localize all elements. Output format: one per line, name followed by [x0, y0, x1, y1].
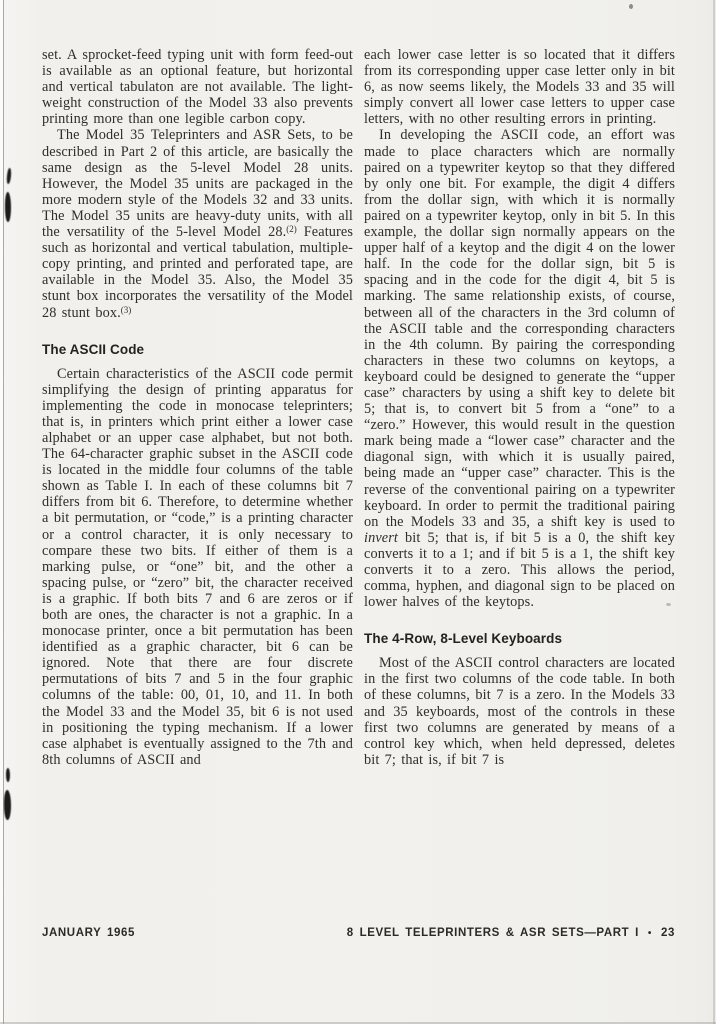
footnote-reference-3: (3)	[120, 304, 132, 315]
paragraph-model33-continued: set. A sprocket-feed typing unit with form feed-out is available as an optional feature, but horizontal and vertical tabulaton are not available. The light-weight construction of the Model 33 also prevents printing more than one legible carbon copy.	[42, 47, 353, 128]
page-left-edge-line	[3, 0, 4, 1024]
page-footer	[42, 927, 675, 939]
page-right-edge-line	[713, 0, 715, 1024]
paragraph-text: In developing the ASCII code, an effort was made to place characters which are normally paired on a typewriter keytop so that they differed by only one bit. For example, the digit 4 differs from the dollar sign, with which it is normally paired on a typewriter keytop, only in bit 5. In this example, the dollar sign normally appears on the upper half of a keytop and the digit 4 on the lower half. In the code for the dollar sign, bit 5 is spacing and in the code for the digit 4, bit 5 is marking. The same relationship exists, of course, between all of the characters in the 3rd column of the ASCII table and the corresponding characters in the 4th column. By pairing the corresponding characters in these two columns on keytops, a keyboard could be designed to generate the “upper case” characters by using a shift key to delete bit 5; that is, to convert bit 5 from a “one” to a “zero.” However, this would result in the question mark being made a “lower case” character and the diagonal sign, with which it is usually paired, being made an “upper case” character. This is the reverse of the conventional pairing on a typewriter keyboard. In order to permit the traditional pairing on the Models 33 and 35, a shift key is used to	[364, 127, 675, 530]
paragraph-keytop-pairing	[364, 127, 675, 610]
ink-smudge-lower	[6, 768, 10, 782]
paragraph-lowercase-conversion: each lower case letter is so located that it differs from its corresponding upper case letter only in bit 6, as now seems likely, the Models 33 and 35 will simply convert all lower case letters to upper case letters, with no other resulting errors in printing.	[364, 47, 675, 128]
emphasized-word-invert: invert	[364, 529, 398, 546]
page-number: 23	[661, 927, 675, 939]
footer-running-title	[347, 927, 675, 939]
dust-speck	[629, 4, 633, 9]
ink-smudge-lower	[4, 790, 11, 820]
paragraph-text: Features such as horizontal and vertical tabulation, multiple-copy printing, and printed and perforated tape, are available in the Model 35. Also, the Model 35 stunt box incorporates the versatility of the Model 28 stunt box.	[42, 224, 353, 321]
footer-article-title: 8 LEVEL TELEPRINTERS & ASR SETS—PART I	[346, 927, 639, 939]
paragraph-model35-overview	[42, 127, 353, 320]
ink-smudge-upper	[6, 168, 12, 184]
paragraph-control-characters: Most of the ASCII control characters are located in the first two columns of the code table. In both of these columns, bit 7 is a zero. In the Models 33 and 35 keyboards, most of the controls in these first two columns are generated by means of a control key which, when held depressed, deletes bit 7; that is, if bit 7 is	[364, 655, 675, 768]
footer-issue-date: JANUARY 1965	[42, 927, 135, 939]
section-heading-ascii-code: The ASCII Code	[42, 341, 145, 357]
left-column	[42, 47, 353, 768]
paragraph-text: The Model 35 Teleprinters and ASR Sets, to be described in Part 2 of this article, are basically the same design as the 5-level Model 28 units. However, the Model 35 units are packaged in the more modern style of the Models 32 and 33 units. The Model 35 units are heavy-duty units, with all the versatility of the 5-level Model 28.	[42, 127, 353, 241]
section-heading-keyboards: The 4-Row, 8-Level Keyboards	[364, 631, 563, 647]
footer-separator-dot: •	[647, 928, 652, 939]
right-column	[364, 47, 675, 768]
paragraph-text: bit 5; that is, if bit 5 is a 0, the shift key converts it to a 1; and if bit 5 is a 1, the shift key converts it to a zero. This allows the period, comma, hyphen, and diagonal sign to be placed on lower halves of the keytops.	[364, 529, 675, 611]
paragraph-ascii-characteristics: Certain characteristics of the ASCII code permit simplifying the design of printing apparatus for implementing the code in monocase teleprinters; that is, in printers which print either a lower case alphabet or an upper case alphabet, but not both. The 64-character graphic subset in the ASCII code is located in the middle four columns of the table shown as Table I. In each of these columns bit 7 differs from bit 6. Therefore, to determine whether a bit permutation, or “code,” is a printing character or a control character, it is only necessary to compare these two bits. If either of them is a marking pulse, or “one” bit, and the other a spacing pulse, or “zero” bit, the character received is a graphic. If both bits 7 and 6 are zeros or if both are ones, the character is not a graphic. In a monocase printer, once a bit permutation has been identified as a graphic character, bit 6 can be ignored. Note that there are four discrete permutations of bits 7 and 5 in the four graphic columns of the table: 00, 01, 10, and 11. In both the Model 33 and the Model 35, bit 6 is not used in positioning the typing mechanism. If a lower case alphabet is eventually assigned to the 7th and 8th columns of ASCII and	[42, 365, 353, 768]
footnote-reference-2: (2)	[286, 224, 297, 235]
ink-smudge-upper	[5, 192, 11, 222]
article-body	[42, 47, 675, 768]
